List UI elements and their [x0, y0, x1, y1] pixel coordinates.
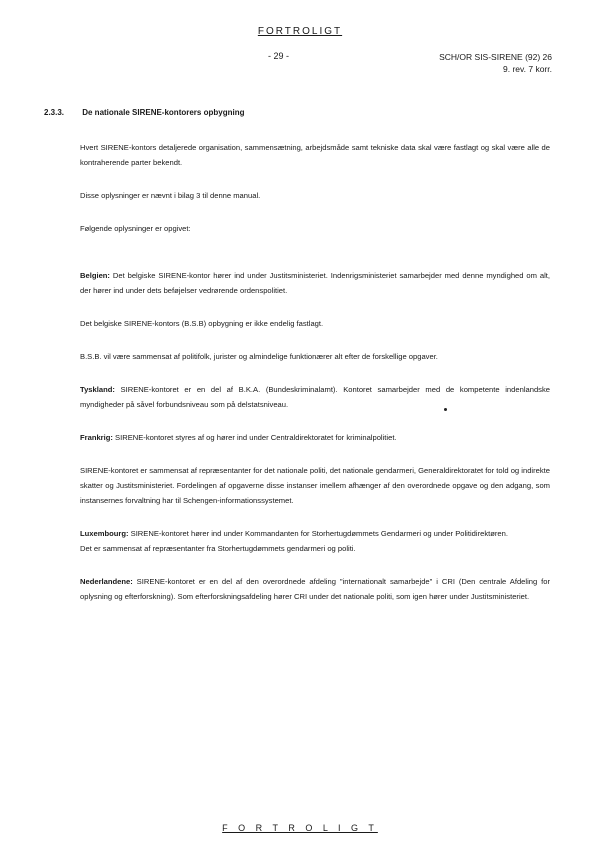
- document-reference: [439, 51, 552, 75]
- paragraph-intro: Hvert SIRENE-kontors detaljerede organisation, sammensætning, arbejdsmåde samt tekniske data skal være fastlagt og skal være alle de kontraherende parter bekendt.: [80, 143, 550, 167]
- section-title: De nationale SIRENE-kontorers opbygning: [82, 108, 245, 117]
- paragraph-bilag: Disse oplysninger er nævnt i bilag 3 til denne manual.: [80, 191, 261, 200]
- text-belgien: Det belgiske SIRENE-kontor hører ind under Justitsministeriet. Indenrigsministeriet samarbejder med denne myndighed om alt, der hører ind under dets beføjelser vedrørende ordenspolitiet.: [80, 271, 550, 295]
- paragraph-luxembourg: [80, 526, 550, 541]
- text-frankrig: SIRENE-kontoret styres af og hører ind under Centraldirektoratet for kriminalpolitiet.: [112, 433, 397, 442]
- text-tyskland: SIRENE-kontoret er en del af B.K.A. (Bundeskriminalamt). Kontoret samarbejder med de kompetente indenlandske myndigheder på såvel forbundsniveau som på delstatsniveau.: [80, 385, 550, 409]
- paragraph-oplysninger: Følgende oplysninger er opgivet:: [80, 224, 191, 233]
- paragraph-frankrig-2: SIRENE-kontoret er sammensat af repræsentanter for det nationale politi, det nationale gendarmeri, Generaldirektoratet for told og indirekte skatter og Justitsministeriet. Fordelingen af opgaverne disse instanser imellem afhænger af den overordnede opgave og den adgang, som instansernes forvaltning har til Schengen-informationssystemet.: [80, 466, 550, 505]
- section-number: 2.3.3.: [44, 108, 65, 117]
- paragraph-nederlandene: [80, 574, 550, 604]
- label-luxembourg: Luxembourg:: [80, 529, 129, 538]
- page-number: - 29 -: [268, 51, 290, 61]
- reference-line-2: 9. rev. 7 korr.: [503, 64, 552, 74]
- classification-footer: F O R T R O L I G T: [222, 823, 378, 833]
- text-luxembourg: SIRENE-kontoret hører ind under Kommandanten for Storhertugdømmets Gendarmeri og under Politidirektøren.: [128, 529, 508, 538]
- label-belgien: Belgien:: [80, 271, 110, 280]
- paragraph-belgien-2: Det belgiske SIRENE-kontors (B.S.B) opbygning er ikke endelig fastlagt.: [80, 319, 324, 328]
- paragraph-tyskland: [80, 382, 550, 412]
- text-nederlandene: SIRENE-kontoret er en del af den overordnede afdeling "internationalt samarbejde" i CRI (Den centrale Afdeling for oplysning og efterforskning). Som efterforskningsafdeling hører CRI under det nationale politi, som igen hører under Justitsministeriet.: [80, 577, 550, 601]
- label-frankrig: Frankrig:: [80, 433, 113, 442]
- speck-mark: [444, 408, 447, 411]
- document-body: [80, 140, 550, 604]
- label-tyskland: Tyskland:: [80, 385, 115, 394]
- classification-header: FORTROLIGT: [257, 26, 343, 37]
- paragraph-belgien: [80, 268, 550, 298]
- section-heading: [44, 108, 244, 117]
- reference-line-1: SCH/OR SIS-SIRENE (92) 26: [439, 52, 552, 62]
- paragraph-luxembourg-2: Det er sammensat af repræsentanter fra Storhertugdømmets gendarmeri og politi.: [80, 544, 356, 553]
- label-nederlandene: Nederlandene:: [80, 577, 133, 586]
- paragraph-belgien-3: B.S.B. vil være sammensat af politifolk, jurister og almindelige funktionærer alt efter de forskellige opgaver.: [80, 352, 438, 361]
- paragraph-frankrig: [80, 430, 550, 445]
